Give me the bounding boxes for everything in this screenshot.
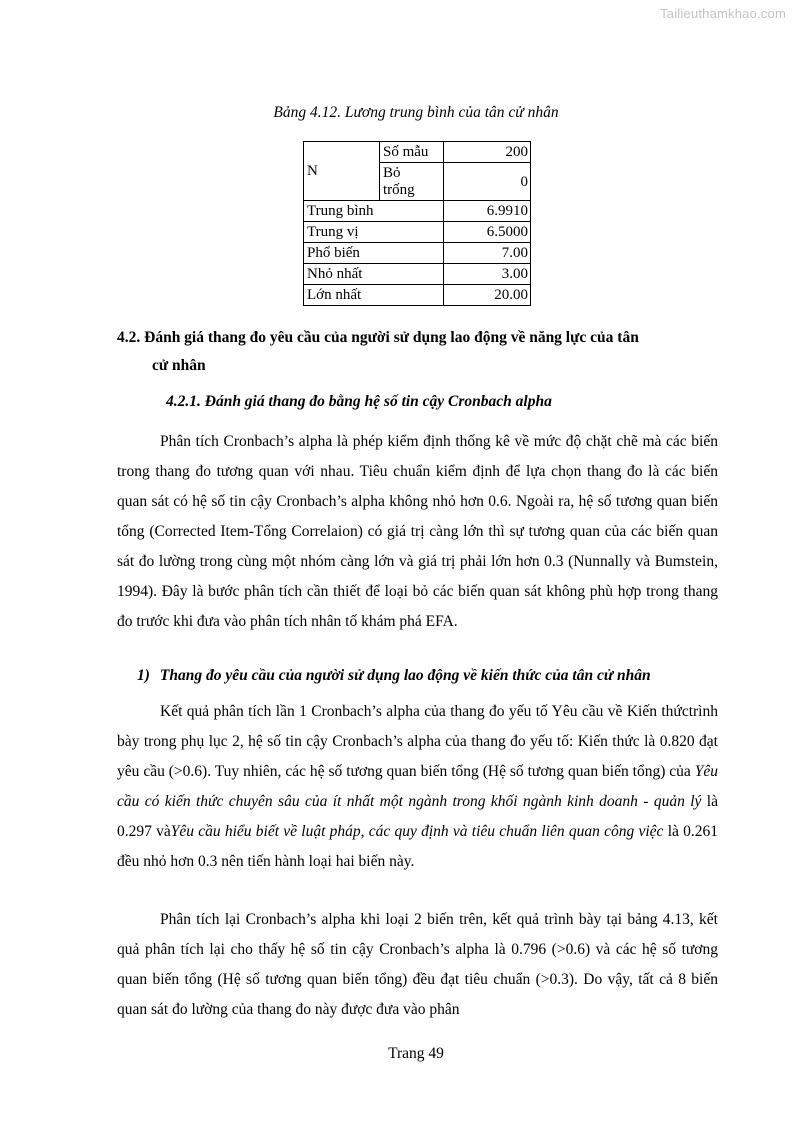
watermark: Tailieuthamkhao.com <box>660 6 786 21</box>
subsection-heading: 4.2.1. Đánh giá thang đo bằng hệ số tin cậy Cronbach alpha <box>166 393 552 410</box>
list-item-heading <box>137 667 651 685</box>
table-caption: Bảng 4.12. Lương trung bình của tân cử nhân <box>273 104 559 121</box>
table-row <box>304 243 531 264</box>
text-run: Kết quả phân tích lần 1 Cronbach’s alpha của thang đo yếu tố Yêu cầu về Kiến thứctrình bày trong phụ lục 2, hệ số tin cậy Cronbach’s alpha của thang đo yếu tố: Kiến thức là 0.820 đạt yêu cầu (>0.6). Tuy nhiên, các hệ số tương quan biến tổng (Hệ số tương quan biến tổng) của <box>117 703 718 780</box>
paragraph-knowledge-results <box>117 697 718 877</box>
section-heading-line: 4.2. Đánh giá thang đo yêu cầu của người sử dụng lao động về năng lực của tân <box>117 329 639 346</box>
paragraph-cronbach-intro: Phân tích Cronbach’s alpha là phép kiểm định thống kê về mức độ chặt chẽ mà các biến trong thang đo tương quan với nhau. Tiêu chuẩn kiểm định để lựa chọn thang đo là các biến quan sát có hệ số tin cậy Cronbach’s alpha không nhỏ hơn 0.6. Ngoài ra, hệ số tương quan biến tổng (Corrected Item-Tổng Correlaion) có giá trị càng lớn thì sự tương quan của các biến quan sát đo lường trong cùng một nhóm càng lớn và giá trị phải lớn hơn 0.3 (Nunnally và Bumstein, 1994). Đây là bước phân tích cần thiết để loại bỏ các biến quan sát không phù hợp trong thang đo trước khi đưa vào phân tích nhân tố khám phá EFA. <box>117 433 718 630</box>
value-cell: 200 <box>444 142 531 163</box>
label-cell: Số mẫu <box>380 142 444 163</box>
italic-variable: Yêu cầu có kiến thức chuyên sâu của ít nhất một ngành trong khối ngành kinh doanh - quản lý <box>117 763 718 810</box>
page-number: Trang 49 <box>388 1045 444 1062</box>
text-run: là 0.261 đều nhỏ hơn 0.3 nên tiến hành loại hai biến này. <box>117 823 718 870</box>
label-cell: Lớn nhất <box>304 285 444 306</box>
table-row <box>304 264 531 285</box>
section-heading <box>117 324 717 380</box>
table-row <box>304 222 531 243</box>
statistics-table <box>303 141 531 306</box>
value-cell: 0 <box>444 163 531 201</box>
label-cell: Nhỏ nhất <box>304 264 444 285</box>
list-item-number: 1) <box>137 667 150 684</box>
label-cell: Trung bình <box>304 201 444 222</box>
label-line: trống <box>383 182 415 198</box>
italic-variable: Yêu cầu hiểu biết về luật pháp, các quy định và tiêu chuẩn liên quan công việc <box>170 823 664 840</box>
list-item-text: Thang đo yêu cầu của người sử dụng lao động về kiến thức của tân cử nhân <box>159 667 651 684</box>
label-cell: Phổ biến <box>304 243 444 264</box>
paragraph-reanalysis: Phân tích lại Cronbach’s alpha khi loại 2 biến trên, kết quả trình bày tại bảng 4.13, kết quả phân tích lại cho thấy hệ số tin cậy Cronbach’s alpha là 0.796 (>0.6) và các hệ số tương quan biến tổng (Hệ số tương quan biến tổng) đều đạt tiêu chuẩn (>0.3). Do vậy, tất cả 8 biến quan sát đo lường của thang đo này được đưa vào phân <box>117 911 718 1018</box>
label-line: Bỏ <box>383 165 401 181</box>
value-cell: 20.00 <box>444 285 531 306</box>
n-label-cell: N <box>304 142 380 201</box>
value-cell: 6.9910 <box>444 201 531 222</box>
section-heading-line: cử nhân <box>152 357 206 374</box>
table-row <box>304 142 531 163</box>
value-cell: 3.00 <box>444 264 531 285</box>
value-cell: 7.00 <box>444 243 531 264</box>
value-cell: 6.5000 <box>444 222 531 243</box>
text-run: là 0.297 và <box>117 793 718 840</box>
label-cell <box>380 163 444 201</box>
table-row <box>304 201 531 222</box>
label-cell: Trung vị <box>304 222 444 243</box>
table-row <box>304 285 531 306</box>
